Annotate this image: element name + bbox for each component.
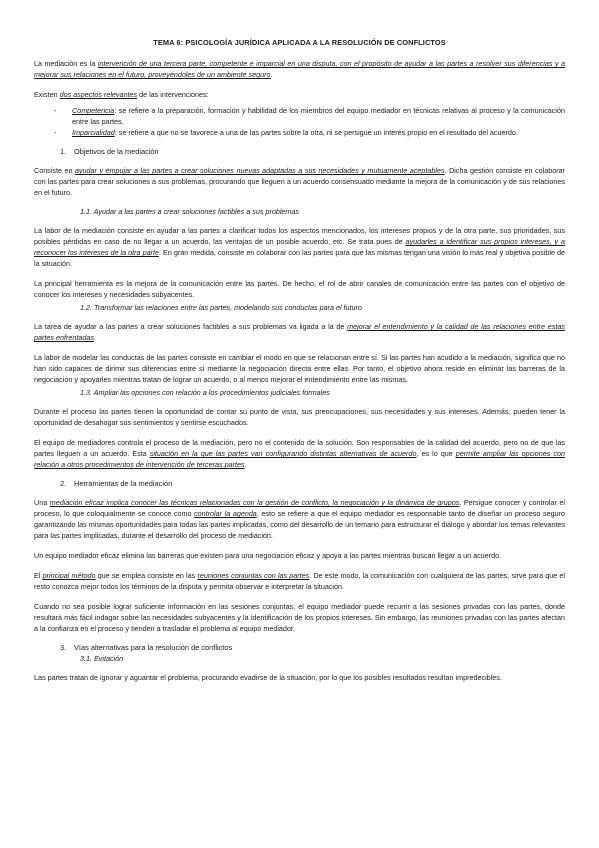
- paragraph-emphasis: controlar la agenda: [194, 509, 257, 518]
- paragraph-text: , esto se refiere a que el equipo mediador es responsable tanto de diseñar un proceso seguro garantizando las mismas oportunidades para todas las partes implicadas, como del desarrollo de un temario para estructurar el diálogo y abordar los temas relevantes para las partes implicadas, durante el desarrollo del proceso de mediación.: [34, 509, 565, 540]
- section-title: Herramientas de la mediación: [74, 479, 173, 488]
- paragraph: Las partes tratan de ignorar y aguantar el problema, procurando evadirse de la situación, por lo que los posibles resultados resultan impredecibles.: [34, 673, 502, 682]
- aspects-emphasis: dos aspectos relevantes: [59, 90, 138, 99]
- subsection-heading: 1.3. Ampliar las opciones con relación a los procedimientos judiciales formales: [80, 388, 330, 397]
- paragraph-text: Consiste en: [34, 166, 75, 175]
- aspect-term: Imparcialidad: [72, 128, 115, 137]
- subsection-heading: 3.1. Evitación: [80, 654, 124, 663]
- paragraph-emphasis: permite ampliar las opciones con relación a otros procedimientos de intervención de terceras partes: [34, 449, 565, 469]
- aspects-intro-paragraph: [34, 89, 565, 100]
- paragraph-emphasis: ayudar y empujar a las partes a crear soluciones nuevas adaptadas a sus necesidades y mutuamente aceptables: [74, 166, 445, 175]
- paragraph-text: . Dicha gestión consiste en colaborar con las partes para crear soluciones a sus problemas, procurando que lleguen a un acuerdo consensuado mediante la mejora de la comunicación y de sus relaciones en el futuro.: [34, 166, 565, 197]
- paragraph: Un equipo mediador eficaz elimina las barreras que existen para una negociación eficaz y apoya a las partes mientras buscan llegar a un acuerdo.: [34, 551, 502, 560]
- section-title: Vías alternativas para la resolución de conflictos: [74, 643, 233, 652]
- aspect-term: Competencia: [72, 106, 115, 115]
- paragraph-text: . De este modo, la comunicación con cualquiera de las partes, sirve para que el resto conozca mejor todos los términos de la disputa y permita observar e interpretar la situación.: [34, 571, 566, 591]
- paragraph-emphasis: mediación eficaz implica conocer las técnicas relacionadas con la gestión de conflicto, la negociación y la dinámica de grupos: [49, 498, 460, 507]
- list-bullet: -: [54, 106, 57, 115]
- section-title: Objetivos de la mediación: [74, 147, 159, 156]
- list-bullet: -: [54, 128, 57, 137]
- paragraph-emphasis: mejorar el entendimiento y la calidad de las relaciones entre estas partes enfrentadas: [34, 322, 565, 342]
- paragraph-text: .: [93, 333, 96, 342]
- paragraph: Cuando no sea posible lograr suficiente información en las sesiones conjuntas, el equipo mediador puede recurrir a las sesiones privadas con las partes, donde resultará más fácil indagar sobre las necesidades subyacentes y la identificación de los propios intereses. Sin embargo, las reuniones privadas con las partes afectan a la confianza en el proceso y tienden a trasladar el problema al equipo mediador.: [34, 602, 565, 633]
- paragraph-emphasis: reuniones conjuntas con las partes: [197, 571, 310, 580]
- aspects-list: [34, 105, 565, 138]
- paragraph-text: .: [244, 460, 247, 469]
- paragraph: [34, 497, 565, 541]
- section-heading: [60, 147, 565, 156]
- page-title: TEMA 6: PSICOLOGÍA JURÍDICA APLICADA A LA RESOLUCIÓN DE CONFLICTOS: [153, 38, 446, 47]
- paragraph-text: La tarea de ayudar a las partes a crear soluciones factibles a sus problemas va ligada a la de: [34, 322, 348, 331]
- section-heading: [60, 479, 565, 488]
- section-number: 2.: [60, 479, 67, 488]
- paragraph-text: . En gran medida, consiste en colaborar con las partes para que las mismas tengan una visión lo más real y objetiva posible de la situación.: [34, 248, 565, 268]
- list-item: [34, 105, 565, 127]
- mediation-definition: intervención de una tercera parte, competente e imparcial en una disputa, con el propósito de ayudar a las partes a resolver sus diferencias y a mejorar sus relaciones en el futuro, proveyéndoles de un ambiente seguro: [34, 59, 566, 79]
- list-item: [34, 127, 565, 138]
- subsection-heading: 1.2. Transformar las relaciones entre las partes, modelando sus conductas para el futuro: [80, 303, 362, 312]
- aspect-text: : se refiere a la preparación, formación y habilidad de los miembros del equipo mediador en técnicas relativas al proceso y la comunicación entre las partes.: [72, 106, 565, 126]
- paragraph-text: El equipo de mediadores controla el proceso de la mediación, pero no el contenido de la solución. Son responsables de la calidad del acuerdo, pero no de que las partes lleguen a un acuerdo. Esta: [34, 438, 565, 458]
- paragraph-emphasis: principal método: [42, 571, 96, 580]
- subsection-heading: 1.1. Ayudar a las partes a crear soluciones factibles a sus problemas: [80, 207, 300, 216]
- paragraph: La principal herramienta es la mejora de la comunicación entre las partes. De hecho, el rol de abrir canales de comunicación entre las partes con el objetivo de conocer los intereses y necesidades subyacentes.: [34, 279, 565, 299]
- paragraph-emphasis: situación en la que las partes van configurando distintas alternativas de acuerdo: [149, 449, 417, 458]
- paragraph-text: , es lo que: [416, 449, 456, 458]
- section-heading: [60, 643, 565, 652]
- paragraph: [34, 165, 565, 198]
- section-number: 1.: [60, 147, 67, 156]
- paragraph: [34, 321, 565, 343]
- aspects-text-end: de las intervenciones:: [137, 90, 209, 99]
- intro-paragraph: [34, 58, 565, 80]
- aspects-text: Existen: [34, 90, 60, 99]
- document-page: [34, 38, 565, 692]
- paragraph: La labor de modelar las conductas de las partes consiste en cambiar el modo en que se relacionan entre sí. Si las partes han acudido a la mediación, significa que no han sido capaces de dirimir sus diferencias entre sí mediante la negociación directa entre ellas. Por tanto, el objetivo ahora reside en eliminar las barreras de la negociación y apoyarles mientras tratan de lograr un acuerdo, o al menos mejorar el entendimiento entre las mismas.: [34, 353, 565, 384]
- intro-text: La mediación es la: [34, 59, 98, 68]
- intro-text-end: .: [270, 70, 273, 79]
- paragraph: Durante el proceso las partes tienen la oportunidad de contar su punto de vista, sus preocupaciones, sus necesidades y sus intereses. Además, pueden tener la oportunidad de desahogar sus sentimientos y sentirse escuchados.: [34, 407, 565, 427]
- aspect-text: : se refiere a que no se favorece a una de las partes sobre la otra, ni se persigue un interés propio en el resultado del acuerdo.: [114, 128, 518, 137]
- paragraph: [34, 570, 565, 592]
- paragraph-text: La labor de la mediación consiste en ayudar a las partes a clarificar todos los aspectos mencionados, los intereses propios y de la otra parte, sus prioridades, sus posibles pérdidas en caso de no llegar a un acuerdo, las ventajas de un posible acuerdo, etc. Se trata pues de: [34, 226, 565, 246]
- section-number: 3.: [60, 643, 67, 652]
- paragraph-text: que se emplea consiste en las: [95, 571, 198, 580]
- paragraph-emphasis: ayudarles a identificar sus propios intereses, y a reconocer los intereses de la otra parte: [34, 237, 565, 257]
- paragraph: [34, 437, 565, 470]
- paragraph-text: . Persigue conocer y controlar el proceso, lo que coloquialmente se conoce como: [34, 498, 565, 518]
- paragraph: [34, 225, 565, 269]
- paragraph-text: El: [34, 571, 43, 580]
- paragraph-text: Una: [34, 498, 50, 507]
